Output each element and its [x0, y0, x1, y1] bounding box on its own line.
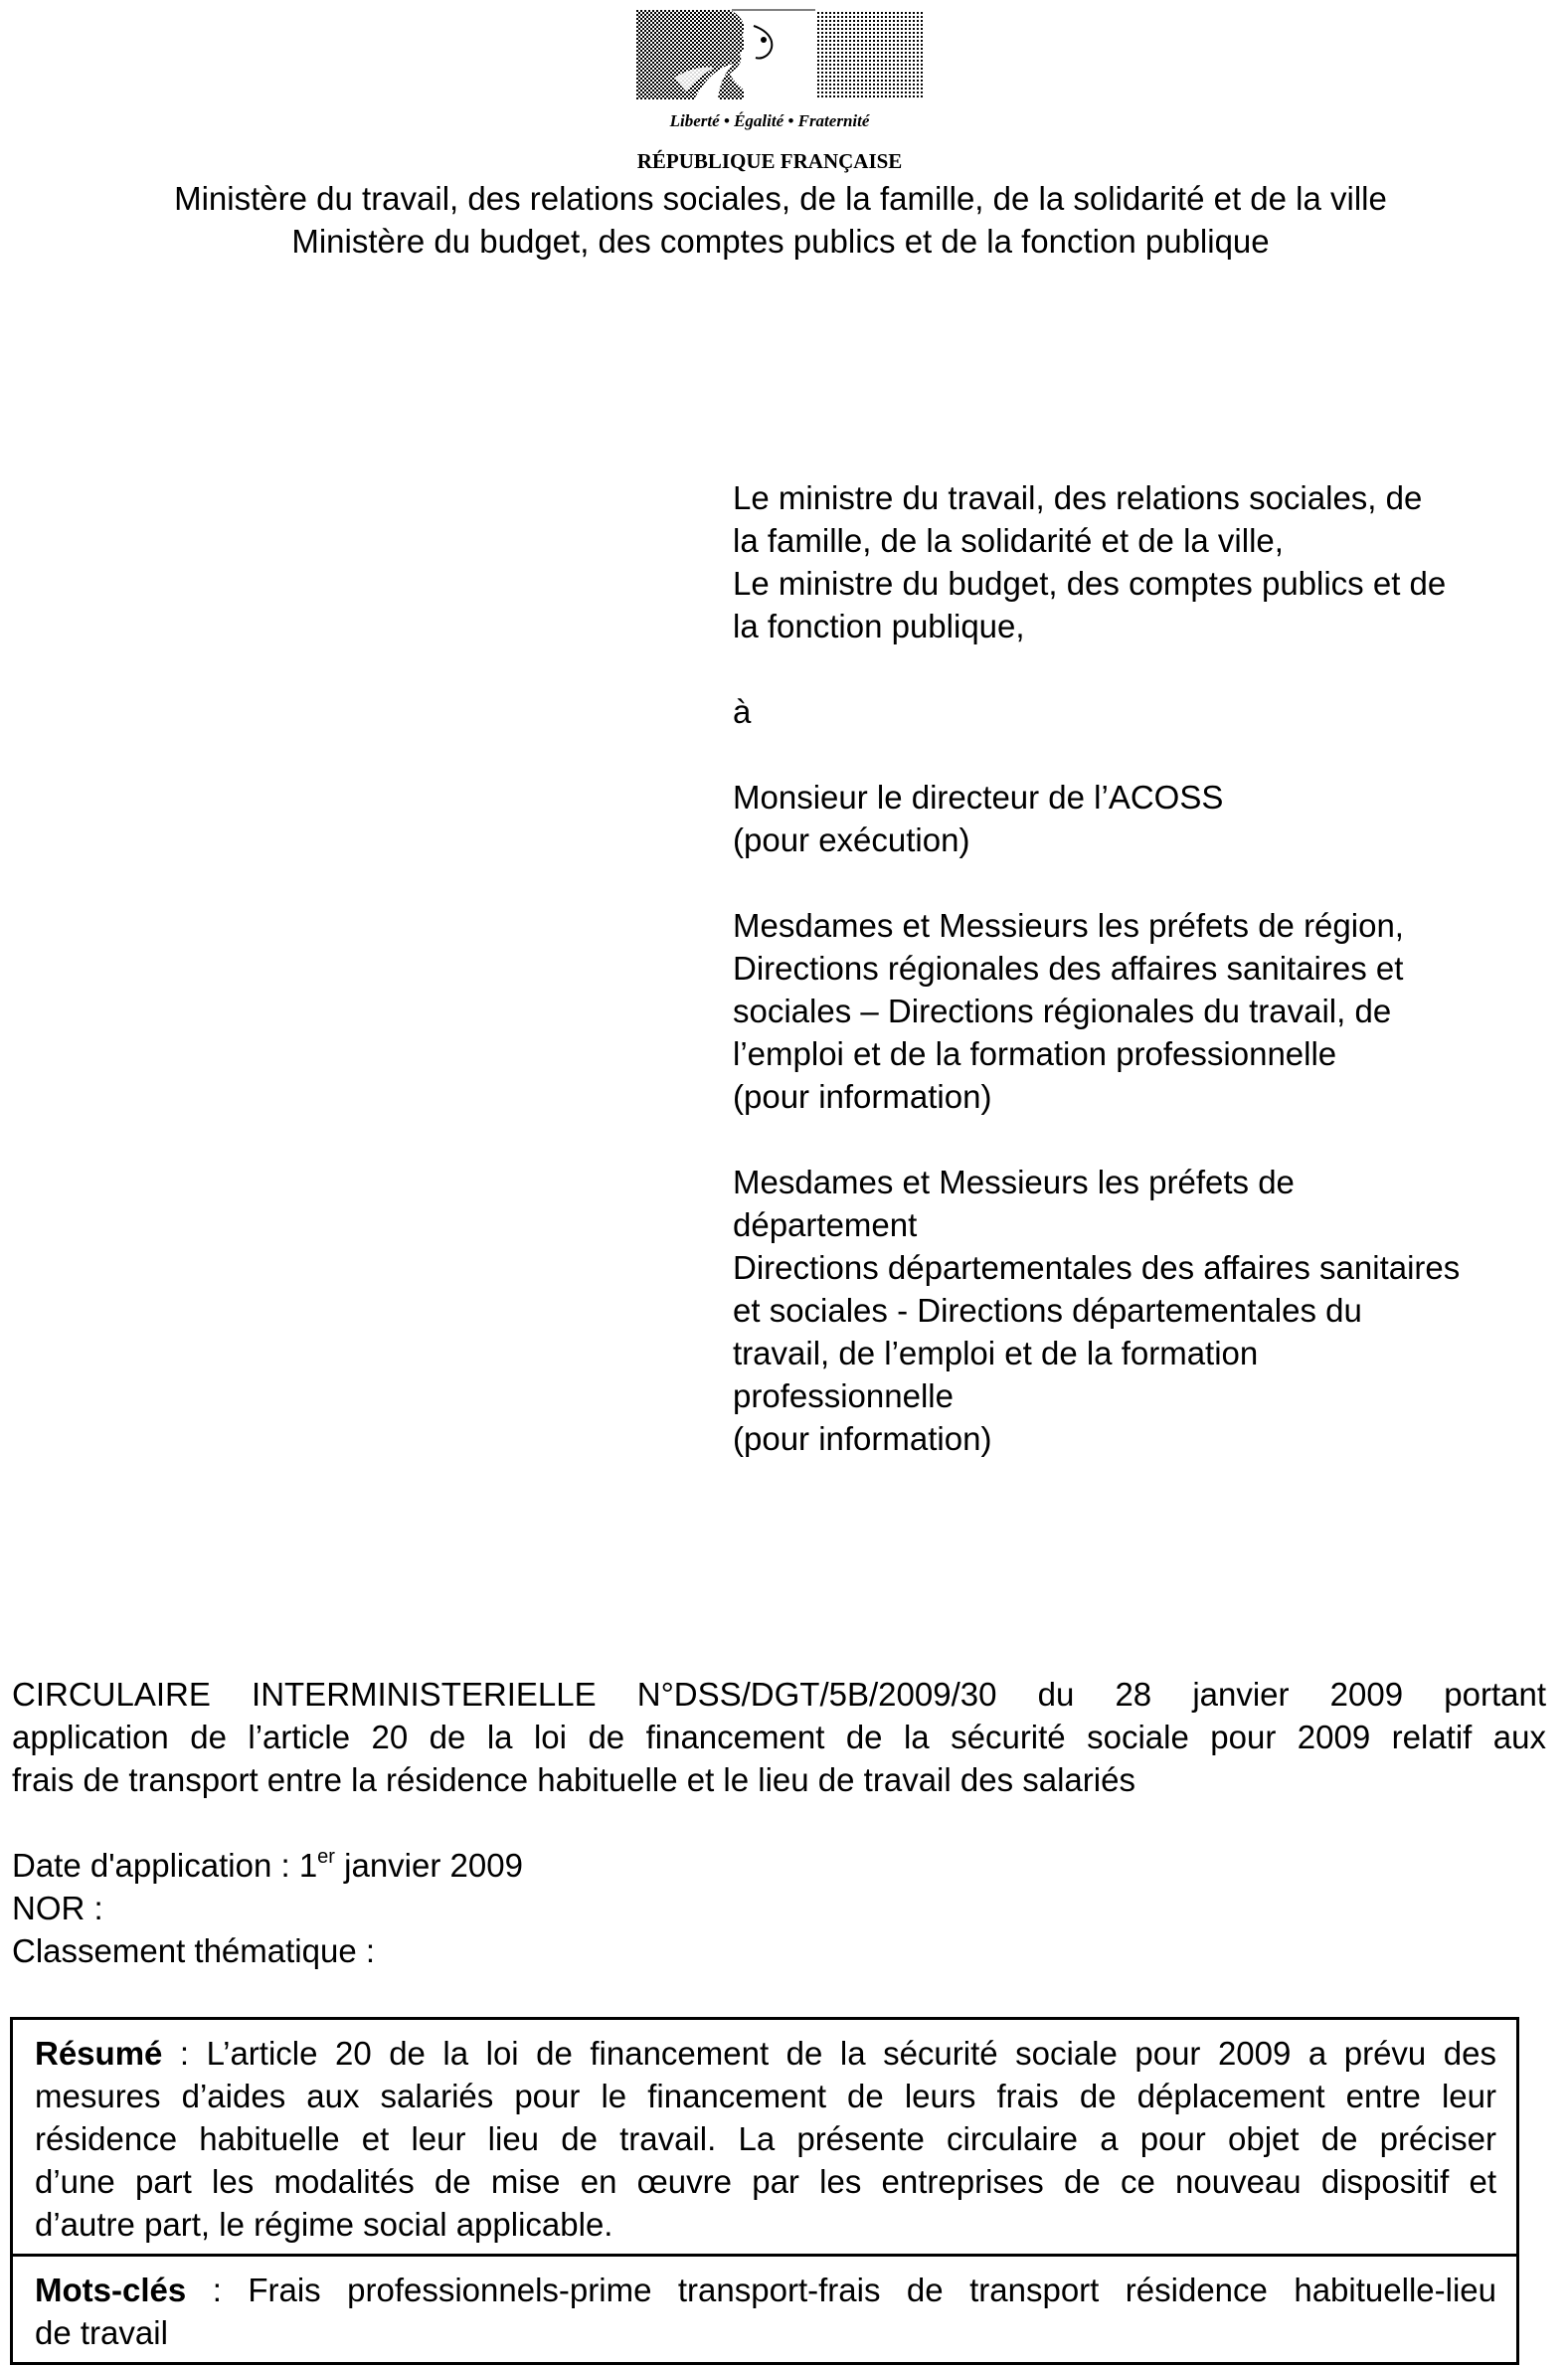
text-line: Monsieur le directeur de l’ACOSS: [733, 779, 1224, 816]
title-line: CIRCULAIRE INTERMINISTERIELLE N°DSS/DGT/5B/2009/30 du 28 janvier 2009 portant: [12, 1676, 1546, 1713]
title-line: application de l’article 20 de la loi de financement de la sécurité sociale pour 2009 relatif aux: [12, 1719, 1546, 1755]
text-line: Mesdames et Messieurs les préfets de: [733, 1164, 1295, 1200]
date-superscript: er: [317, 1846, 335, 1868]
resume-section: [13, 2020, 1516, 2254]
keywords-first-line: [35, 2269, 1496, 2311]
title-line: frais de transport entre la résidence habituelle et le lieu de travail des salariés: [12, 1761, 1135, 1798]
keywords-text: : Frais professionnels-prime transport-frais de transport résidence habituelle-lieu: [186, 2272, 1496, 2308]
circulaire-meta: [12, 1844, 907, 1972]
text-line: l’emploi et de la formation professionnelle: [733, 1035, 1337, 1072]
text-line: Directions départementales des affaires sanitaires: [733, 1249, 1461, 1286]
date-rest: janvier 2009: [334, 1847, 523, 1884]
text-line: sociales – Directions régionales du travail, de: [733, 993, 1392, 1029]
ministry-line: Ministère du travail, des relations sociales, de la famille, de la solidarité et de la ville: [174, 180, 1387, 217]
ministries-header: [40, 177, 1521, 263]
recipient-acoss: [733, 776, 1548, 861]
text-line: travail, de l’emploi et de la formation: [733, 1335, 1259, 1371]
republic-name: RÉPUBLIQUE FRANÇAISE: [636, 149, 903, 173]
circulaire-title: [12, 1673, 1546, 1801]
text-line: Directions régionales des affaires sanitaires et: [733, 950, 1404, 987]
resume-line: d’une part les modalités de mise en œuvre par les entreprises de ce nouveau dispositif et: [35, 2163, 1496, 2200]
date-label: Date d'application : 1: [12, 1847, 318, 1884]
text-line: à: [733, 693, 752, 730]
text-line: (pour information): [733, 1078, 992, 1115]
recipient-intro: [733, 690, 1548, 733]
keywords-line: de travail: [35, 2314, 168, 2351]
text-line: (pour exécution): [733, 821, 970, 858]
text-line: Mesdames et Messieurs les préfets de région,: [733, 907, 1404, 944]
resume-line: d’autre part, le régime social applicable.: [35, 2206, 613, 2243]
resume-first-line: [35, 2032, 1496, 2075]
republic-motto: Liberté • Égalité • Fraternité: [669, 111, 870, 130]
ministry-line: Ministère du budget, des comptes publics et de la fonction publique: [291, 223, 1270, 260]
keywords-section: [13, 2254, 1516, 2362]
text-line: Le ministre du budget, des comptes publics et de: [733, 565, 1447, 602]
summary-box: [10, 2017, 1519, 2365]
text-line: département: [733, 1206, 918, 1243]
text-line: Le ministre du travail, des relations sociales, de: [733, 479, 1423, 516]
text-line: (pour information): [733, 1420, 992, 1457]
recipient-prefets-departement: [733, 1161, 1548, 1460]
addressee-block: [733, 476, 1548, 1460]
recipient-prefets-region: [733, 904, 1548, 1118]
senders-paragraph: [733, 476, 1548, 647]
nor-line: NOR :: [12, 1890, 103, 1926]
classement-line: Classement thématique :: [12, 1932, 376, 1969]
resume-line: mesures d’aides aux salariés pour le financement de leurs frais de déplacement entre leur: [35, 2078, 1496, 2114]
keywords-label: Mots-clés: [35, 2272, 187, 2308]
resume-text: : L’article 20 de la loi de financement de la sécurité sociale pour 2009 a prévu des: [162, 2035, 1496, 2072]
text-line: la fonction publique,: [733, 608, 1025, 644]
text-line: la famille, de la solidarité et de la ville,: [733, 522, 1284, 559]
resume-line: résidence habituelle et leur lieu de travail. La présente circulaire a pour objet de préciser: [35, 2120, 1496, 2157]
text-line: et sociales - Directions départementales du: [733, 1292, 1362, 1329]
text-line: professionnelle: [733, 1377, 954, 1414]
application-date: [12, 1844, 907, 1887]
resume-label: Résumé: [35, 2035, 163, 2072]
